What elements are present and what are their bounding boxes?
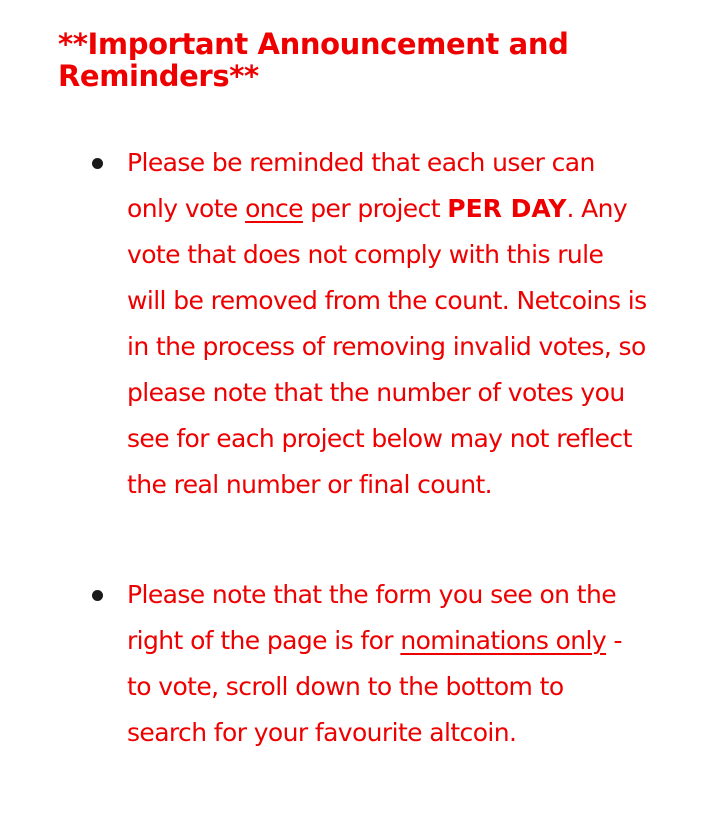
reminder-text: - to vote, scroll down to the bottom to search for your favourite altcoin.: [127, 626, 622, 747]
reminder-text: Please note that the form you see on the right of the page is for: [127, 580, 617, 655]
reminder-list: [0, 140, 717, 756]
reminder-item-vote-limit: [0, 140, 647, 508]
reminder-item-nominations: [0, 572, 647, 756]
reminder-text: per project: [302, 194, 448, 223]
nominations-only-link[interactable]: nominations only: [400, 626, 607, 655]
announcement-title: **Important Announcement and Reminders**: [58, 27, 569, 93]
bullet-icon: [92, 590, 103, 601]
per-day-emphasis: PER DAY: [447, 194, 567, 223]
reminder-text: Please be reminded that each user can only vote: [127, 148, 595, 223]
reminder-text: . Any vote that does not comply with this rule will be removed from the count. Netcoins is in the process of removing invalid votes, so please note that the number of votes you see for each project below may not reflect the real number or final count.: [127, 194, 647, 499]
once-link[interactable]: once: [245, 194, 303, 223]
bullet-icon: [92, 158, 103, 169]
